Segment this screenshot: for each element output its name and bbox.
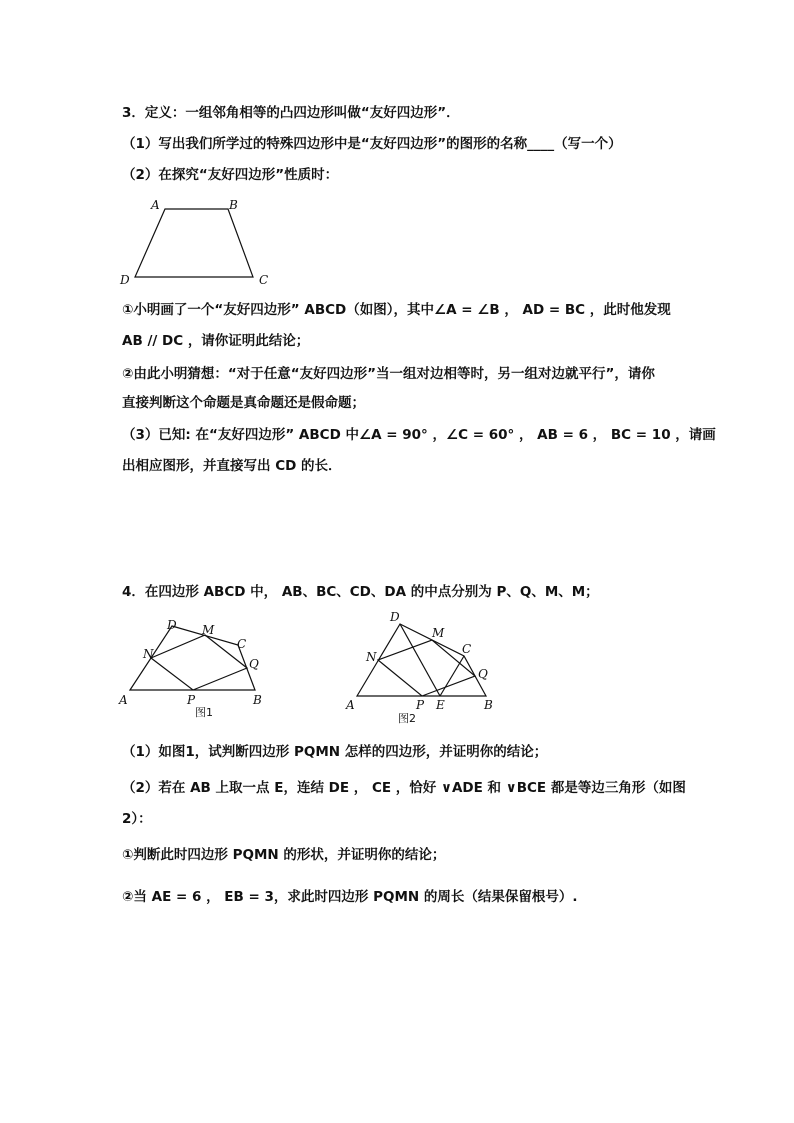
q3-part2: （2）在探究“友好四边形”性质时： [122,167,339,183]
fig1-label-n: N [143,647,154,661]
fig1-label-a: A [119,693,128,707]
fig2-caption: 图2 [398,712,416,725]
q4-header: 4．在四边形 ABCD 中， AB、BC、CD、DA 的中点分别为 P、Q、M、M； [122,584,599,600]
fig2-label-d: D [390,610,400,624]
q3-sub1-line1: ①小明画了一个“友好四边形” ABCD（如图），其中∠A = ∠B ， AD = BC ，此时他发现 [122,302,671,318]
q4-part1: （1）如图1，试判断四边形 PQMN 怎样的四边形，并证明你的结论； [122,744,548,760]
q4-sub2: ②当 AE = 6 ， EB = 3，求此时四边形 PQMN 的周长（结果保留根号）. [122,889,578,905]
q3-part1: （1）写出我们所学过的特殊四边形中是“友好四边形”的图形的名称____（写一个） [122,136,622,152]
label-b: B [229,198,238,212]
fig1-label-d: D [167,618,177,632]
q3-sub2-line1: ②由此小明猜想：“对于任意“友好四边形”当一组对边相等时，另一组对边就平行”，请你 [122,366,655,382]
fig2-label-b: B [484,698,493,712]
fig1-label-m: M [202,623,215,637]
fig2-label-e: E [436,698,445,712]
fig2-label-m: M [432,626,445,640]
q3-sub1-line2: AB // DC ，请你证明此结论； [122,333,310,349]
q3-header: 3．定义：一组邻角相等的凸四边形叫做“友好四边形”． [122,105,460,121]
segment-ce [440,656,464,696]
label-a: A [151,198,160,212]
figure-2 [340,605,505,730]
label-c: C [259,273,269,287]
q3-part3-line1: （3）已知: 在“友好四边形” ABCD 中∠A = 90° ，∠C = 60° ， AB = 6 ， BC = 10 ，请画 [122,427,716,443]
fig1-label-q: Q [249,657,259,671]
quad-pqmn-fig2 [378,640,475,696]
q4-part2-line1: （2）若在 AB 上取一点 E，连结 DE ， CE ，恰好 ∨ADE 和 ∨BCE 都是等边三角形（如图 [122,780,686,796]
q3-part3-line2: 出相应图形，并直接写出 CD 的长． [122,458,342,474]
fig2-label-p: P [416,698,425,712]
fig2-label-q: Q [478,667,488,681]
fig1-label-b: B [253,693,262,707]
fig2-label-a: A [346,698,355,712]
figure-1 [115,612,275,727]
trapezoid-figure [115,193,275,288]
fig2-label-c: C [462,642,472,656]
q4-part2-line2: 2）： [122,811,152,827]
fig1-label-c: C [237,637,247,651]
q3-sub2-line2: 直接判断这个命题是真命题还是假命题； [122,395,365,411]
fig2-label-n: N [366,650,377,664]
trapezoid-abcd [135,209,253,277]
label-d: D [120,273,130,287]
fig1-caption: 图1 [195,706,213,719]
q4-sub1: ①判断此时四边形 PQMN 的形状，并证明你的结论； [122,847,446,863]
fig1-label-p: P [187,693,196,707]
